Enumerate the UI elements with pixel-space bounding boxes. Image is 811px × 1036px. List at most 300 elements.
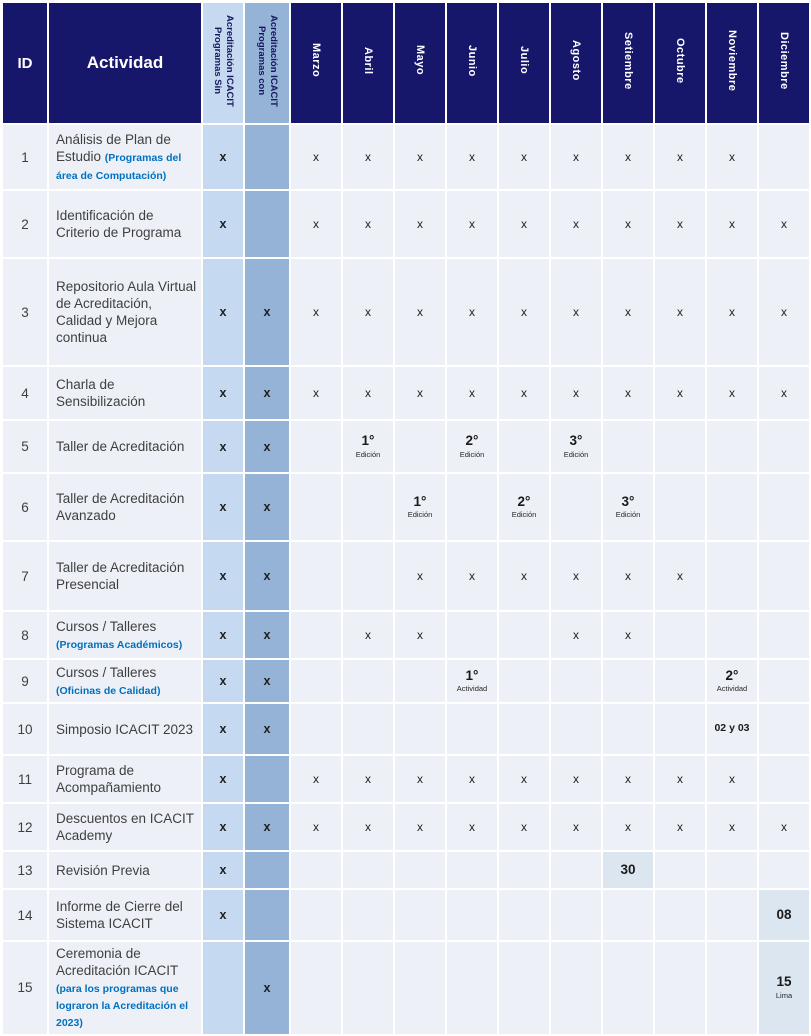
x-mark: x: [219, 628, 227, 642]
month-cell: [447, 660, 497, 702]
event-label: 15: [776, 974, 792, 990]
month-cell: [655, 474, 705, 540]
month-cell: [707, 542, 757, 610]
month-label: Abril: [362, 46, 374, 75]
x-mark: x: [469, 820, 475, 834]
header-month-5: [499, 3, 549, 123]
month-cell: [343, 421, 393, 472]
month-cell: [447, 852, 497, 888]
x-mark: x: [781, 820, 787, 834]
sin-programs-cell: [203, 542, 243, 610]
month-label: Diciembre: [778, 31, 790, 90]
month-cell: [291, 542, 341, 610]
id-cell: 2: [3, 191, 47, 257]
month-cell: [499, 421, 549, 472]
activity-name: Taller de Acreditación Presencial: [56, 560, 185, 592]
month-cell: [395, 852, 445, 888]
con-programs-cell: [245, 852, 289, 888]
activity-cell: [49, 942, 201, 1034]
activity-name: Repositorio Aula Virtual de Acreditación, Calidad y Mejora continua: [56, 279, 197, 345]
id-cell: 13: [3, 852, 47, 888]
month-cell: [499, 804, 549, 850]
x-mark: x: [365, 305, 371, 319]
x-mark: x: [469, 217, 475, 231]
activity-cell: [49, 756, 201, 802]
month-cell: [447, 890, 497, 940]
x-mark: x: [521, 150, 527, 164]
activity-cell: [49, 474, 201, 540]
con-programs-cell: [245, 421, 289, 472]
month-cell: [395, 756, 445, 802]
id-cell: 1: [3, 125, 47, 189]
x-mark: x: [365, 628, 371, 642]
x-mark: x: [263, 500, 271, 514]
month-cell: [655, 704, 705, 754]
month-cell: [655, 804, 705, 850]
activity-name: Charla de Sensibilización: [56, 377, 146, 409]
month-cell: [395, 421, 445, 472]
month-cell: [499, 852, 549, 888]
month-cell: [395, 660, 445, 702]
activity-name: Identificación de Criterio de Programa: [56, 208, 182, 240]
activity-row: [3, 704, 809, 754]
month-cell: [343, 852, 393, 888]
activity-cell: [49, 367, 201, 419]
month-cell: [603, 804, 653, 850]
x-mark: x: [365, 150, 371, 164]
month-cell: [759, 191, 809, 257]
activity-cell: [49, 191, 201, 257]
x-mark: x: [573, 386, 579, 400]
icacit-2023-activities-table: [1, 1, 811, 1036]
month-cell: [707, 474, 757, 540]
x-mark: x: [573, 569, 579, 583]
event-label: 2°: [517, 493, 531, 509]
sin-programs-cell: [203, 125, 243, 189]
x-mark: x: [219, 305, 227, 319]
activity-cell: [49, 125, 201, 189]
month-cell: [707, 125, 757, 189]
event-label: 08: [776, 906, 792, 922]
month-cell: [655, 890, 705, 940]
con-programs-cell: [245, 756, 289, 802]
x-mark: x: [573, 150, 579, 164]
x-mark: x: [521, 820, 527, 834]
id-cell: 12: [3, 804, 47, 850]
id-cell: 8: [3, 612, 47, 658]
header-row: [3, 3, 809, 123]
month-cell: [291, 852, 341, 888]
month-cell: [499, 704, 549, 754]
month-cell: [759, 367, 809, 419]
activity-name: Análisis de Plan de Estudio: [56, 132, 171, 165]
month-cell: [551, 660, 601, 702]
x-mark: x: [417, 772, 423, 786]
x-mark: x: [365, 820, 371, 834]
month-cell: [291, 259, 341, 365]
id-cell: 5: [3, 421, 47, 472]
activity-row: [3, 660, 809, 702]
activity-row: [3, 542, 809, 610]
month-cell: [447, 421, 497, 472]
activity-row: [3, 259, 809, 365]
x-mark: x: [263, 439, 271, 454]
sin-programs-cell: [203, 804, 243, 850]
month-cell: [499, 259, 549, 365]
x-mark: x: [573, 820, 579, 834]
month-cell: [447, 612, 497, 658]
month-cell: [551, 125, 601, 189]
x-mark: x: [417, 150, 423, 164]
month-cell: [395, 612, 445, 658]
x-mark: x: [729, 820, 735, 834]
sin-programs-cell: [203, 474, 243, 540]
activity-cell: [49, 852, 201, 888]
month-cell: [707, 804, 757, 850]
con-programs-cell: [245, 612, 289, 658]
con-programs-cell: [245, 367, 289, 419]
month-cell: [499, 367, 549, 419]
month-cell: [551, 890, 601, 940]
header-programas-con-label: Programas con Acreditación ICACIT: [256, 14, 279, 107]
con-programs-cell: [245, 542, 289, 610]
month-cell: [395, 191, 445, 257]
month-cell: [447, 542, 497, 610]
header-programas-con: [245, 3, 289, 123]
month-cell: [343, 542, 393, 610]
month-cell: [499, 612, 549, 658]
month-cell: [603, 125, 653, 189]
activity-note: (Programas del área de Computación): [56, 152, 182, 182]
activity-row: [3, 125, 809, 189]
x-mark: x: [219, 820, 227, 834]
con-programs-cell: [245, 474, 289, 540]
activity-cell: [49, 421, 201, 472]
x-mark: x: [219, 439, 227, 454]
x-mark: x: [263, 305, 271, 319]
event-label: 2°: [465, 433, 479, 449]
month-cell: [291, 474, 341, 540]
header-month-4: [447, 3, 497, 123]
activity-name: Programa de Acompañamiento: [56, 763, 162, 795]
month-label: Mayo: [414, 45, 426, 76]
sin-programs-cell: [203, 259, 243, 365]
month-cell: [655, 421, 705, 472]
x-mark: x: [677, 386, 683, 400]
month-cell: [603, 704, 653, 754]
activity-name: Cursos / Talleres: [56, 664, 157, 680]
x-mark: x: [781, 305, 787, 319]
month-cell: [551, 421, 601, 472]
x-mark: x: [417, 569, 423, 583]
x-mark: x: [417, 820, 423, 834]
activity-note: (Programas Académicos): [56, 638, 183, 651]
x-mark: x: [625, 150, 631, 164]
month-cell: [603, 852, 653, 888]
x-mark: x: [625, 386, 631, 400]
month-cell: [655, 191, 705, 257]
month-label: Octubre: [674, 37, 686, 84]
activity-cell: [49, 890, 201, 940]
month-cell: [343, 890, 393, 940]
activity-row: [3, 756, 809, 802]
month-cell: [447, 942, 497, 1034]
x-mark: x: [263, 980, 271, 995]
x-mark: x: [219, 386, 227, 400]
activity-row: [3, 890, 809, 940]
x-mark: x: [469, 569, 475, 583]
month-label: Junio: [466, 44, 478, 77]
x-mark: x: [219, 217, 227, 231]
month-cell: [707, 367, 757, 419]
id-cell: 6: [3, 474, 47, 540]
x-mark: x: [625, 569, 631, 583]
x-mark: x: [263, 628, 271, 642]
month-cell: [499, 474, 549, 540]
con-programs-cell: [245, 191, 289, 257]
x-mark: x: [781, 386, 787, 400]
month-cell: [343, 660, 393, 702]
event-sublabel: Edición: [511, 510, 537, 520]
activity-row: [3, 612, 809, 658]
x-mark: x: [677, 217, 683, 231]
sin-programs-cell: [203, 942, 243, 1034]
month-label: Noviembre: [726, 29, 738, 92]
x-mark: x: [263, 722, 271, 736]
month-cell: [291, 704, 341, 754]
x-mark: x: [365, 217, 371, 231]
month-cell: [395, 542, 445, 610]
x-mark: x: [521, 772, 527, 786]
month-cell: [499, 542, 549, 610]
sin-programs-cell: [203, 704, 243, 754]
id-cell: 3: [3, 259, 47, 365]
month-cell: [291, 660, 341, 702]
month-cell: [343, 612, 393, 658]
header-month-6: [551, 3, 601, 123]
event-sublabel: Lima: [775, 991, 793, 1001]
month-cell: [551, 756, 601, 802]
event-sublabel: Edición: [459, 449, 485, 459]
month-cell: [343, 125, 393, 189]
x-mark: x: [521, 305, 527, 319]
id-cell: 4: [3, 367, 47, 419]
event-sublabel: Actividad: [456, 684, 488, 694]
month-cell: [291, 367, 341, 419]
month-cell: [655, 756, 705, 802]
x-mark: x: [729, 386, 735, 400]
month-cell: [759, 474, 809, 540]
con-programs-cell: [245, 259, 289, 365]
x-mark: x: [625, 217, 631, 231]
sin-programs-cell: [203, 660, 243, 702]
activity-name: Simposio ICACIT 2023: [56, 721, 194, 737]
month-cell: [655, 542, 705, 610]
x-mark: x: [365, 772, 371, 786]
x-mark: x: [677, 150, 683, 164]
x-mark: x: [625, 820, 631, 834]
event-label: 3°: [569, 433, 583, 449]
month-cell: [447, 704, 497, 754]
event-label: 1°: [413, 493, 427, 509]
header-month-8: [655, 3, 705, 123]
month-cell: [343, 756, 393, 802]
month-cell: [707, 660, 757, 702]
month-cell: [343, 942, 393, 1034]
header-month-1: [291, 3, 341, 123]
x-mark: x: [573, 772, 579, 786]
header-month-9: [707, 3, 757, 123]
month-cell: [603, 191, 653, 257]
month-cell: [291, 942, 341, 1034]
x-mark: x: [365, 386, 371, 400]
month-cell: [759, 421, 809, 472]
month-cell: [343, 474, 393, 540]
month-cell: [603, 367, 653, 419]
x-mark: x: [573, 305, 579, 319]
x-mark: x: [219, 569, 227, 583]
month-cell: [395, 890, 445, 940]
month-cell: [655, 612, 705, 658]
month-cell: [603, 421, 653, 472]
month-cell: [499, 125, 549, 189]
month-cell: [655, 852, 705, 888]
x-mark: x: [263, 820, 271, 834]
activity-row: [3, 474, 809, 540]
x-mark: x: [573, 628, 579, 642]
x-mark: x: [219, 863, 227, 877]
sin-programs-cell: [203, 852, 243, 888]
x-mark: x: [521, 386, 527, 400]
x-mark: x: [313, 305, 319, 319]
month-cell: [447, 367, 497, 419]
x-mark: x: [313, 772, 319, 786]
activity-cell: [49, 660, 201, 702]
id-cell: 7: [3, 542, 47, 610]
month-cell: [499, 942, 549, 1034]
activity-row: [3, 191, 809, 257]
x-mark: x: [219, 500, 227, 514]
x-mark: x: [219, 908, 227, 922]
month-cell: [707, 704, 757, 754]
x-mark: x: [263, 569, 271, 583]
month-cell: [759, 125, 809, 189]
activity-row: [3, 421, 809, 472]
month-cell: [395, 704, 445, 754]
month-cell: [447, 191, 497, 257]
x-mark: x: [677, 305, 683, 319]
event-label: 30: [620, 861, 636, 877]
month-cell: [291, 804, 341, 850]
x-mark: x: [781, 217, 787, 231]
x-mark: x: [729, 217, 735, 231]
month-cell: [395, 804, 445, 850]
month-cell: [551, 804, 601, 850]
x-mark: x: [313, 820, 319, 834]
event-label: 1°: [465, 667, 479, 683]
x-mark: x: [677, 772, 683, 786]
con-programs-cell: [245, 660, 289, 702]
month-cell: [499, 890, 549, 940]
month-cell: [603, 660, 653, 702]
x-mark: x: [729, 150, 735, 164]
month-cell: [655, 125, 705, 189]
month-cell: [759, 660, 809, 702]
month-cell: [707, 942, 757, 1034]
month-cell: [707, 612, 757, 658]
month-cell: [707, 259, 757, 365]
month-label: Agosto: [570, 40, 582, 81]
month-cell: [291, 191, 341, 257]
activity-name: Taller de Acreditación Avanzado: [56, 491, 185, 523]
activity-row: [3, 367, 809, 419]
month-cell: [291, 756, 341, 802]
event-sublabel: Edición: [615, 510, 641, 520]
x-mark: x: [263, 386, 271, 400]
x-mark: x: [625, 628, 631, 642]
month-label: Setiembre: [622, 31, 634, 90]
month-cell: [759, 704, 809, 754]
activity-row: [3, 852, 809, 888]
sin-programs-cell: [203, 367, 243, 419]
month-cell: [291, 125, 341, 189]
month-cell: [447, 756, 497, 802]
id-cell: 15: [3, 942, 47, 1034]
sin-programs-cell: [203, 612, 243, 658]
event-label: 1°: [361, 433, 375, 449]
x-mark: x: [313, 386, 319, 400]
month-cell: [707, 890, 757, 940]
x-mark: x: [469, 386, 475, 400]
month-cell: [395, 259, 445, 365]
month-cell: [343, 367, 393, 419]
x-mark: x: [219, 674, 227, 688]
x-mark: x: [219, 722, 227, 736]
month-cell: [551, 852, 601, 888]
month-cell: [603, 612, 653, 658]
event-sublabel: Edición: [355, 449, 381, 459]
con-programs-cell: [245, 804, 289, 850]
month-cell: [343, 191, 393, 257]
month-cell: [707, 421, 757, 472]
month-cell: [551, 259, 601, 365]
id-cell: 9: [3, 660, 47, 702]
month-cell: [499, 191, 549, 257]
x-mark: x: [521, 569, 527, 583]
x-mark: x: [625, 772, 631, 786]
activity-row: [3, 942, 809, 1034]
month-cell: [603, 942, 653, 1034]
x-mark: x: [729, 772, 735, 786]
x-mark: x: [469, 305, 475, 319]
event-label: 3°: [621, 493, 635, 509]
activity-note: (para los programas que lograron la Acreditación el 2023): [56, 983, 189, 1030]
sin-programs-cell: [203, 756, 243, 802]
x-mark: x: [677, 820, 683, 834]
x-mark: x: [573, 217, 579, 231]
x-mark: x: [729, 305, 735, 319]
header-month-3: [395, 3, 445, 123]
header-month-2: [343, 3, 393, 123]
sin-programs-cell: [203, 191, 243, 257]
activity-name: Informe de Cierre del Sistema ICACIT: [56, 899, 183, 931]
header-id: ID: [3, 3, 47, 123]
event-sublabel: Edición: [563, 449, 589, 459]
header-month-10: [759, 3, 809, 123]
event-label: 02 y 03: [714, 722, 750, 735]
month-cell: [707, 191, 757, 257]
activity-name: Descuentos en ICACIT Academy: [56, 811, 194, 843]
